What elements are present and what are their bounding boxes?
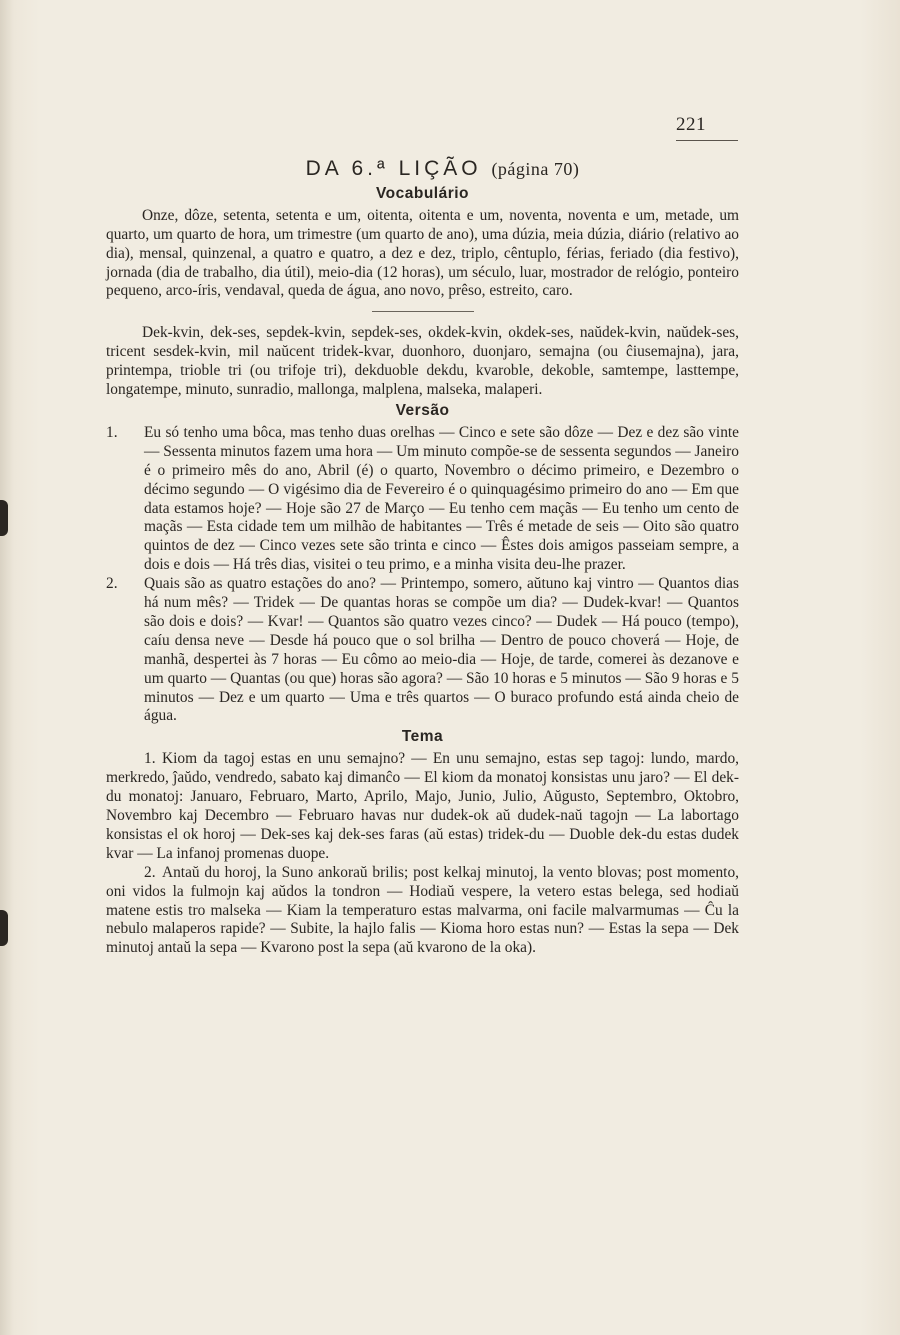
item-number: 2. [106, 575, 118, 593]
page-number-rule [676, 140, 738, 141]
binding-mark [0, 500, 8, 536]
versao-item [106, 424, 739, 575]
item-number: 2. [144, 863, 156, 881]
page-content [106, 157, 739, 958]
versao-title: Versão [395, 401, 450, 419]
vocabulario-portuguese: Onze, dôze, setenta, setenta e um, oitenta, oitenta e um, noventa, noventa e um, metade, um quarto, um quarto de hora, um trimestre (um quarto de ano), uma dúzia, meia dúzia, diário (relativo ao dia), mensal, quinzenal, a quatro e quatro, a dez e dez, triplo, cêntuplo, férias, feriado (dia festivo), jornada (dia de trabalho, dia útil), meio-dia (12 horas), um século, luar, mostrador de relógio, ponteiro pequeno, arco-íris, vendaval, queda de água, ano novo, prêso, estreito, caro. [106, 206, 739, 300]
section-divider [372, 311, 474, 312]
vocabulario-title: Vocabulário [375, 184, 470, 202]
lesson-heading [146, 157, 739, 180]
versao-item [106, 575, 739, 726]
page-number: 221 [676, 114, 706, 135]
tema-item [106, 864, 739, 959]
lesson-label: DA 6.ª LIÇÃO [305, 157, 482, 180]
tema-item [106, 750, 739, 863]
lesson-reference: (página 70) [491, 159, 580, 179]
item-number: 1. [106, 423, 118, 441]
tema-title: Tema [401, 728, 444, 746]
binding-mark [0, 910, 8, 946]
item-number: 1. [144, 750, 156, 768]
item-text: Kiom da tagoj estas en unu semajno? — En unu semajno, estas sep tagoj: lundo, mardo, merkredo, ĵaŭdo, vendredo, sabato kaj dimanĉo — El kiom da monatoj konsistas unu jaro? — El dek-du monatoj: Januaro, Februaro, Marto, Aprilo, Majo, Junio, Julio, Aŭgusto, Septembro, Oktobro, Novembro kaj Decembro — Februaro havas nur dudek-ok aŭ dudek-naŭ tagojn — La labortago konsistas el ok horoj — Dek-ses kaj dek-ses faras (aŭ estas) tridek-du — Duoble dek-du estas dudek kvar — La infanoj promenas duope. [106, 750, 739, 862]
item-text: Antaŭ du horoj, la Suno ankoraŭ brilis; post kelkaj minutoj, la vento blovas; post momento, oni vidos la fulmojn kaj aŭdos la tondron — Hodiaŭ vespere, la vetero estas belega, sed hodiaŭ matene estis tro malseka — Kiam la temperaturo estas malvarma, oni facile malvarmumas — Ĉu la nebulo malaperos rapide? — Subite, la hajlo falis — Kioma horo estas nun? — Estas la sepa — Dek minutoj antaŭ la sepa — Kvarono post la sepa (aŭ kvarono de la oka). [106, 863, 739, 957]
item-text: Eu só tenho uma bôca, mas tenho duas orelhas — Cinco e sete são dôze — Dez e dez são vinte — Sessenta minutos fazem uma hora — Um minuto compõe-se de sessenta segundos — Janeiro é o primeiro mês do ano, Abril (é) o quarto, Novembro o décimo primeiro, e Dezembro o décimo segundo — O vigésimo dia de Fevereiro é o quinquagésimo primeiro do ano — Em que data estamos hoje? — Hoje são 27 de Março — Eu tenho cem maçãs — Eu tenho um cento de maçãs — Esta cidade tem um milhão de habitantes — Três é metade de seis — Oito são quatro quintos de dez — Cinco vezes sete são trinta e cinco — Êstes dois amigos passeiam sempre, a dois e dois — Há três dias, visitei o teu primo, e a minha visita deu-lhe prazer. [144, 423, 739, 574]
vocabulario-esperanto: Dek-kvin, dek-ses, sepdek-kvin, sepdek-ses, okdek-kvin, okdek-ses, naŭdek-kvin, naŭdek-ses, tricent sesdek-kvin, mil naŭcent tridek-kvar, duonhoro, duonjaro, semajna (ou ĉiusemajna), jara, printempa, trioble tri (ou trifoje tri), dekduoble dekdu, kvaroble, dekoble, samtempe, lasttempe, longatempe, minuto, sunradio, mallonga, malplena, malseka, malaperi. [106, 324, 739, 399]
item-text: Quais são as quatro estações do ano? — Printempo, somero, aŭtuno kaj vintro — Quantos dias há num mês? — Tridek — De quantas horas se compõe um dia? — Dudek-kvar! — Quantos são dois e dois? — Kvar! — Quantos são quatro vezes cinco? — Dudek — Há pouco (tempo), caíu densa neve — Desde há pouco que o sol brilha — Dentro de pouco choverá — Hoje, de manhã, despertei às 7 horas — Eu cômo ao meio-dia — Hoje, de tarde, comerei às dezanove e um quarto — Quantas (ou que) horas são agora? — São 10 horas e 5 minutos — São 9 horas e 5 minutos — Dez e um quarto — Uma e três quartos — O buraco profundo está ainda cheio de água. [144, 575, 739, 725]
